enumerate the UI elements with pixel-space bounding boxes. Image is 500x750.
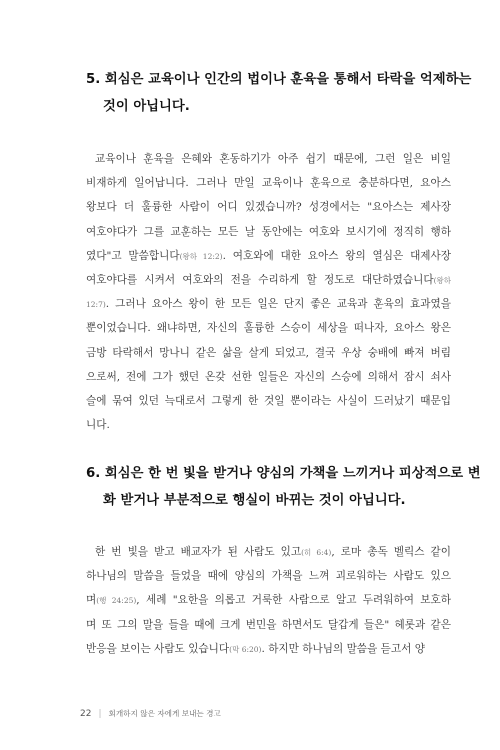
text-line: 금방 타락해서 망나니 같은 삶을 살게 되었고, 결국 우상 숭배에 빠져 버림 bbox=[86, 346, 451, 359]
section-6-heading bbox=[86, 460, 481, 514]
text-line: 니다. bbox=[86, 419, 110, 432]
heading-line: 화 받거나 부분적으로 행실이 바뀌는 것이 아닙니다. bbox=[103, 493, 406, 508]
scripture-reference: (왕하 bbox=[433, 275, 451, 285]
page-footer bbox=[80, 708, 221, 719]
heading-line: 6. 회심은 한 번 빛을 받거나 양심의 가책을 느끼거나 피상적으로 변 bbox=[86, 466, 481, 481]
scripture-reference: (행 24:25) bbox=[96, 596, 137, 606]
section-6-paragraph bbox=[86, 540, 451, 661]
text-line: 왕보다 더 훌륭한 사람이 어디 있겠습니까? 성경에서는 "요아스는 제사장 bbox=[86, 201, 451, 214]
text-line: 비재하게 일어납니다. 그러나 만일 교육이나 훈육으로 충분하다면, 요아스 bbox=[86, 177, 451, 190]
scripture-reference: (히 6:4) bbox=[301, 548, 332, 557]
text-line: 교육이나 훈육을 은혜와 혼동하기가 아주 쉽기 때문에, 그런 일은 비일 bbox=[95, 153, 451, 165]
text-line: 뿐이었습니다. 왜냐하면, 자신의 훌륭한 스승이 세상을 떠나자, 요아스 왕은 bbox=[86, 322, 451, 335]
text-line: 며 또 그의 말을 들을 때에 크게 번민을 하면서도 달갑게 들은" 헤롯과 같은 bbox=[86, 618, 451, 631]
text-line: 한 번 빛을 받고 배교자가 된 사람도 있고(히 6:4), 로마 총독 벨릭스 같이 bbox=[95, 546, 451, 558]
text-line: 하나님의 말씀을 들었을 때에 양심의 가책을 느껴 괴로워하는 사람도 있으 bbox=[86, 570, 451, 583]
text-line: 여호야다를 시켜서 여호와의 전을 수리하게 할 정도로 대단하였습니다(왕하 bbox=[86, 273, 451, 286]
text-line: 였다"고 말씀합니다(왕하 12:2). 여호와에 대한 요아스 왕의 열심은 대제사장 bbox=[86, 249, 452, 262]
text-line: 반응을 보이는 사람도 있습니다(막 6:20). 하지만 하나님의 말씀을 듣고서 양 bbox=[86, 642, 425, 655]
section-5-paragraph bbox=[86, 147, 451, 437]
scripture-reference: (막 6:20) bbox=[229, 644, 262, 654]
heading-line: 것이 아닙니다. bbox=[103, 99, 190, 114]
running-title: 회개하지 않은 자에게 보내는 경고 bbox=[108, 709, 221, 718]
text-line: 12:7). 그러나 요아스 왕이 한 모든 일은 단지 좋은 교육과 훈육의 효과였을 bbox=[86, 298, 451, 311]
section-5-heading bbox=[86, 66, 472, 120]
scripture-reference: (왕하 12:2) bbox=[179, 251, 223, 261]
heading-line: 5. 회심은 교육이나 인간의 법이나 훈육을 통해서 타락을 억제하는 bbox=[86, 72, 472, 87]
text-line: 여호야다가 그를 교훈하는 모든 날 동안에는 여호와 보시기에 정직히 행하 bbox=[86, 225, 451, 238]
text-line: 며(행 24:25), 세례 "요한을 의롭고 거룩한 사람으로 알고 두려워하여 보호하 bbox=[86, 594, 451, 607]
text-line: 슬에 묶여 있던 늑대로서 그렇게 한 것일 뿐이라는 사실이 드러났기 때문입 bbox=[86, 394, 451, 407]
page-number: 22 bbox=[80, 709, 92, 719]
footer-separator: | bbox=[98, 709, 102, 719]
text-line: 으로써, 전에 그가 했던 온갖 선한 일들은 자신의 스승에 의해서 잠시 쇠사 bbox=[86, 370, 451, 383]
scripture-reference: 12:7) bbox=[86, 300, 106, 310]
